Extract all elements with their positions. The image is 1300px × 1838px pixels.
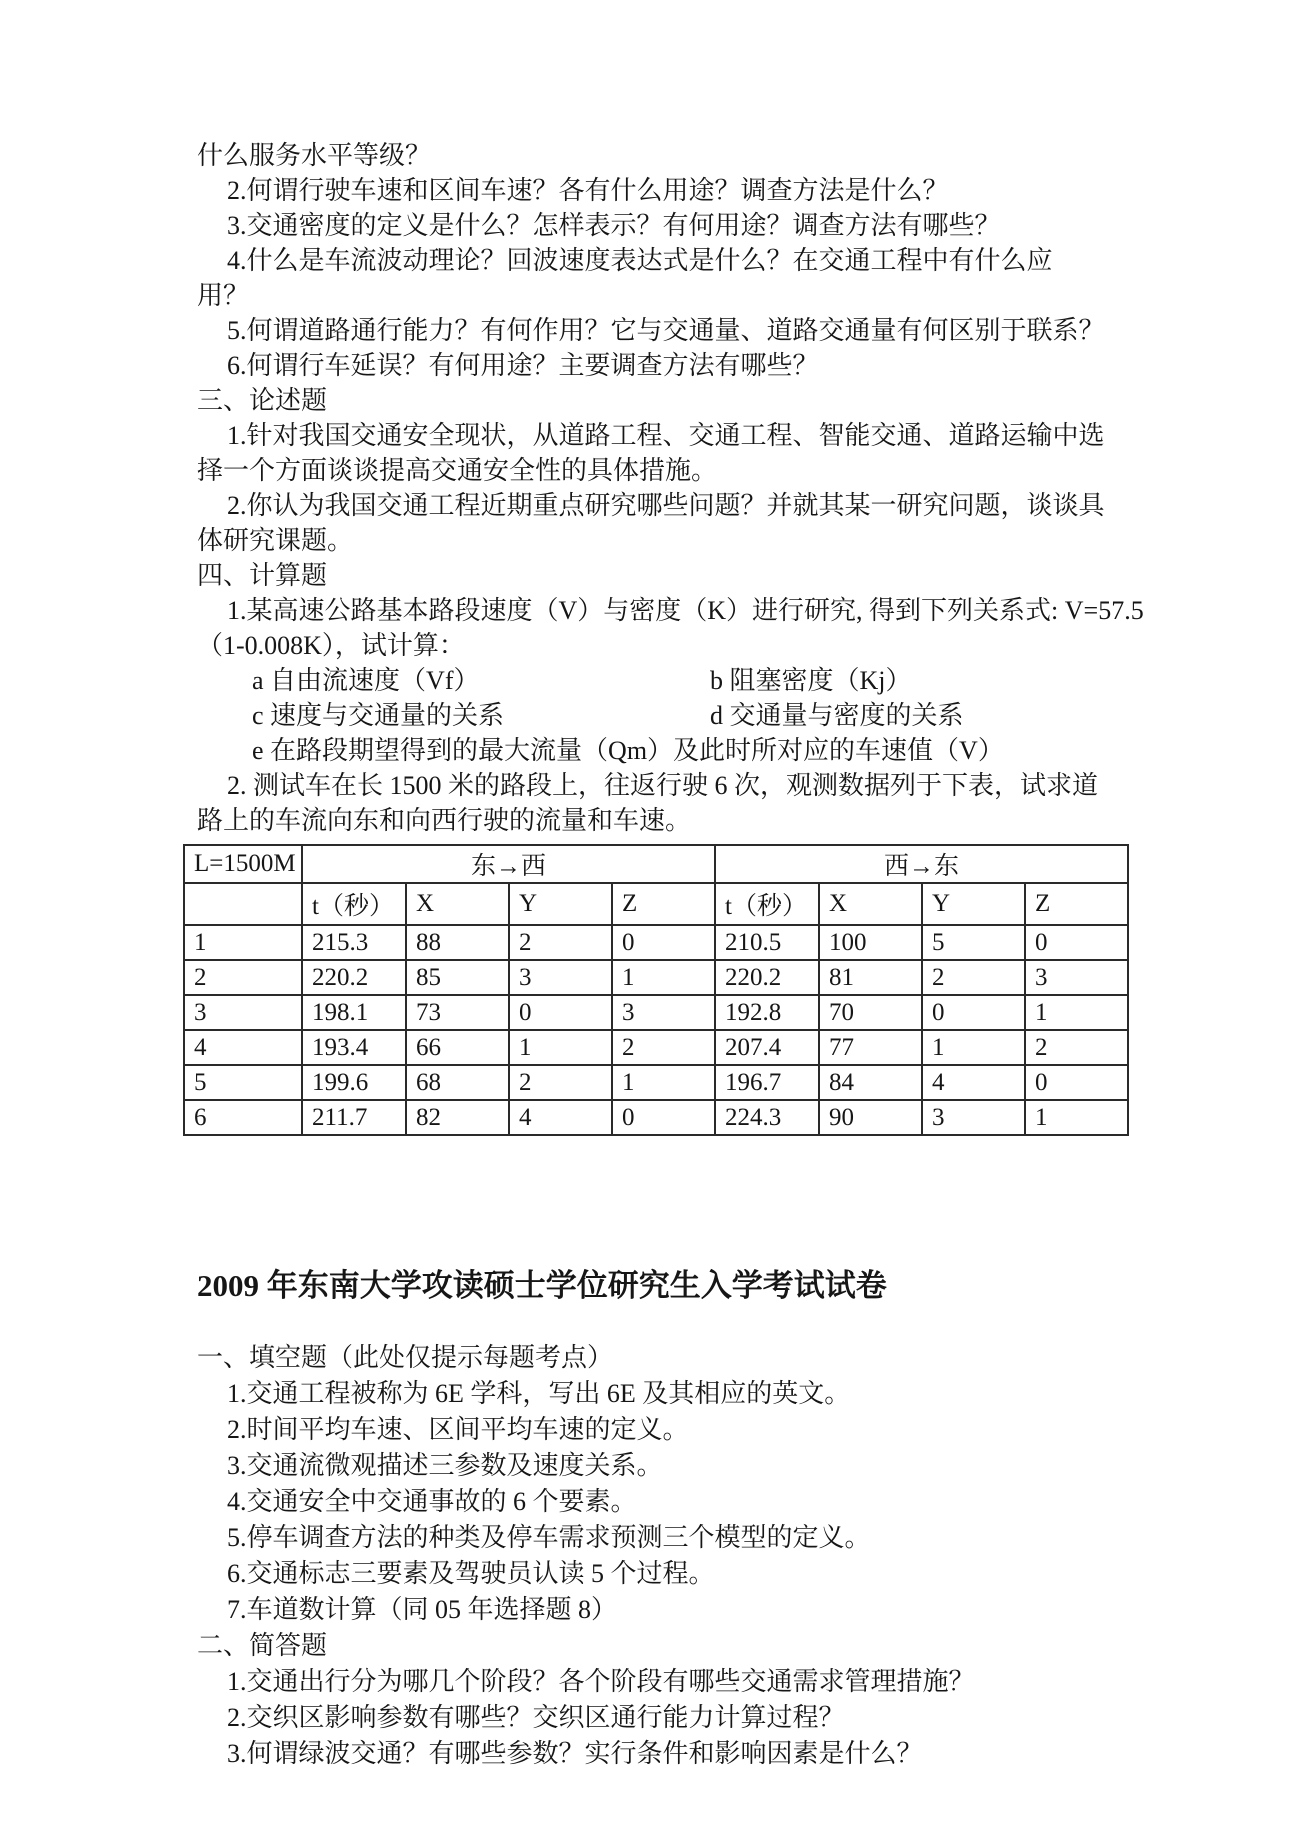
table-subheader-cell: t（秒） bbox=[302, 883, 406, 925]
table-row bbox=[184, 1065, 1128, 1100]
text-line: 2.你认为我国交通工程近期重点研究哪些问题？并就其某一研究问题，谈谈具 bbox=[227, 491, 1105, 520]
text-line: 择一个方面谈谈提高交通安全性的具体措施。 bbox=[197, 456, 718, 485]
table-cell: 2 bbox=[509, 925, 612, 960]
table-row bbox=[184, 1100, 1128, 1135]
table-empty-cell bbox=[184, 883, 302, 925]
table-cell: 84 bbox=[819, 1065, 922, 1100]
table-cell: 193.4 bbox=[302, 1030, 406, 1065]
text-line-part: a 自由流速度（Vf） bbox=[252, 666, 480, 695]
text-line: 1.某高速公路基本路段速度（V）与密度（K）进行研究, 得到下列关系式: V=57.5 bbox=[227, 596, 1144, 625]
table-cell: 0 bbox=[1025, 1065, 1128, 1100]
table-subheader-cell: Y bbox=[922, 883, 1025, 925]
text-line: 路上的车流向东和向西行驶的流量和车速。 bbox=[197, 806, 692, 835]
table-cell: 192.8 bbox=[715, 995, 819, 1030]
table-cell: 6 bbox=[184, 1100, 302, 1135]
table-cell: 2 bbox=[922, 960, 1025, 995]
table-cell: 0 bbox=[922, 995, 1025, 1030]
text-line: 5.何谓道路通行能力？有何作用？它与交通量、道路交通量有何区别于联系？ bbox=[227, 316, 1105, 345]
text-line: 一、填空题（此处仅提示每题考点） bbox=[197, 1343, 614, 1372]
table-row bbox=[184, 1030, 1128, 1065]
table-cell: 0 bbox=[612, 1100, 715, 1135]
text-line: 1.交通出行分为哪几个阶段？各个阶段有哪些交通需求管理措施？ bbox=[227, 1667, 975, 1696]
table-subheader-cell: X bbox=[819, 883, 922, 925]
table-row bbox=[184, 995, 1128, 1030]
observation-data-table bbox=[183, 844, 1129, 1136]
text-line bbox=[197, 663, 1127, 698]
table-cell: 3 bbox=[612, 995, 715, 1030]
table-cell: 90 bbox=[819, 1100, 922, 1135]
text-line: （1-0.008K），试计算： bbox=[197, 631, 465, 660]
text-line: 2.交织区影响参数有哪些？交织区通行能力计算过程？ bbox=[227, 1703, 845, 1732]
table-cell: 199.6 bbox=[302, 1065, 406, 1100]
text-line: 3.交通密度的定义是什么？怎样表示？有何用途？调查方法有哪些？ bbox=[227, 211, 1001, 240]
text-line-part: b 阻塞密度（Kj） bbox=[710, 666, 912, 695]
table-subheader-cell: Z bbox=[612, 883, 715, 925]
table-cell: 1 bbox=[1025, 995, 1128, 1030]
table-cell: 82 bbox=[406, 1100, 509, 1135]
table-cell: 1 bbox=[612, 1065, 715, 1100]
table-cell: 1 bbox=[184, 925, 302, 960]
table-subheader-cell: t（秒） bbox=[715, 883, 819, 925]
table-cell: 4 bbox=[922, 1065, 1025, 1100]
text-line: 6.何谓行车延误？有何用途？主要调查方法有哪些？ bbox=[227, 351, 819, 380]
table-cell: 1 bbox=[509, 1030, 612, 1065]
table-cell: 196.7 bbox=[715, 1065, 819, 1100]
table-cell: 220.2 bbox=[715, 960, 819, 995]
table-cell: 0 bbox=[1025, 925, 1128, 960]
table-cell: 100 bbox=[819, 925, 922, 960]
table-cell: 81 bbox=[819, 960, 922, 995]
table-cell: 2 bbox=[612, 1030, 715, 1065]
table-cell: 0 bbox=[612, 925, 715, 960]
exam-title-2009: 2009 年东南大学攻读硕士学位研究生入学考试试卷 bbox=[197, 1268, 887, 1303]
table-cell: 88 bbox=[406, 925, 509, 960]
text-line: 2.何谓行驶车速和区间车速？各有什么用途？调查方法是什么？ bbox=[227, 176, 949, 205]
text-line: 四、计算题 bbox=[197, 561, 328, 590]
table-cell: 4 bbox=[184, 1030, 302, 1065]
table-group-header-row bbox=[184, 845, 1128, 883]
table-group-west-east: 西→东 bbox=[715, 845, 1128, 883]
table-cell: 1 bbox=[922, 1030, 1025, 1065]
table-cell: 0 bbox=[509, 995, 612, 1030]
document-content bbox=[194, 138, 1144, 1772]
table-cell: 2 bbox=[1025, 1030, 1128, 1065]
table-cell: 3 bbox=[1025, 960, 1128, 995]
text-line: 体研究课题。 bbox=[197, 526, 354, 555]
table-subheader-cell: Y bbox=[509, 883, 612, 925]
table-cell: 85 bbox=[406, 960, 509, 995]
table-cell: 3 bbox=[509, 960, 612, 995]
table-cell: 1 bbox=[612, 960, 715, 995]
text-line bbox=[197, 698, 1127, 733]
table-cell: 77 bbox=[819, 1030, 922, 1065]
text-line: 2. 测试车在长 1500 米的路段上，往返行驶 6 次，观测数据列于下表，试求道 bbox=[227, 771, 1099, 800]
table-cell: 210.5 bbox=[715, 925, 819, 960]
text-line: e 在路段期望得到的最大流量（Qm）及此时所对应的车速值（V） bbox=[252, 736, 1004, 765]
table-subheader-row bbox=[184, 883, 1128, 925]
table-cell: 224.3 bbox=[715, 1100, 819, 1135]
table-cell: 70 bbox=[819, 995, 922, 1030]
text-line: 2.时间平均车速、区间平均车速的定义。 bbox=[227, 1415, 689, 1444]
text-line: 什么服务水平等级？ bbox=[197, 141, 432, 170]
text-line: 3.交通流微观描述三参数及速度关系。 bbox=[227, 1451, 663, 1480]
table-group-east-west: 东→西 bbox=[302, 845, 715, 883]
text-line: 三、论述题 bbox=[197, 386, 328, 415]
table-cell: 68 bbox=[406, 1065, 509, 1100]
table-cell: 3 bbox=[922, 1100, 1025, 1135]
text-line: 7.车道数计算（同 05 年选择题 8） bbox=[227, 1595, 618, 1624]
table-cell: 73 bbox=[406, 995, 509, 1030]
text-line: 1.针对我国交通安全现状，从道路工程、交通工程、智能交通、道路运输中选 bbox=[227, 421, 1105, 450]
table-cell: 211.7 bbox=[302, 1100, 406, 1135]
table-cell: 2 bbox=[184, 960, 302, 995]
table-subheader-cell: X bbox=[406, 883, 509, 925]
table-cell: 4 bbox=[509, 1100, 612, 1135]
text-line: 6.交通标志三要素及驾驶员认读 5 个过程。 bbox=[227, 1559, 715, 1588]
table-subheader-cell: Z bbox=[1025, 883, 1128, 925]
text-line: 4.交通安全中交通事故的 6 个要素。 bbox=[227, 1487, 637, 1516]
table-row bbox=[184, 960, 1128, 995]
table-cell: 5 bbox=[184, 1065, 302, 1100]
text-line-part: c 速度与交通量的关系 bbox=[252, 701, 505, 730]
table-cell: 1 bbox=[1025, 1100, 1128, 1135]
table-cell: 215.3 bbox=[302, 925, 406, 960]
table-cell: 5 bbox=[922, 925, 1025, 960]
table-row bbox=[184, 925, 1128, 960]
text-line: 5.停车调查方法的种类及停车需求预测三个模型的定义。 bbox=[227, 1523, 871, 1552]
text-line: 4.什么是车流波动理论？回波速度表达式是什么？在交通工程中有什么应 bbox=[227, 246, 1053, 275]
table-cell: 3 bbox=[184, 995, 302, 1030]
table-cell: 198.1 bbox=[302, 995, 406, 1030]
text-line-part: d 交通量与密度的关系 bbox=[710, 701, 964, 730]
table-corner-label: L=1500M bbox=[184, 845, 302, 883]
text-line: 用？ bbox=[197, 281, 250, 310]
section-2009-exam-questions bbox=[197, 1340, 1127, 1772]
text-line: 二、简答题 bbox=[197, 1631, 328, 1660]
table-cell: 220.2 bbox=[302, 960, 406, 995]
table-cell: 207.4 bbox=[715, 1030, 819, 1065]
section-previous-exam-questions bbox=[197, 138, 1144, 838]
table-cell: 2 bbox=[509, 1065, 612, 1100]
text-line: 3.何谓绿波交通？有哪些参数？实行条件和影响因素是什么？ bbox=[227, 1739, 923, 1768]
table-cell: 66 bbox=[406, 1030, 509, 1065]
text-line: 1.交通工程被称为 6E 学科，写出 6E 及其相应的英文。 bbox=[227, 1379, 851, 1408]
